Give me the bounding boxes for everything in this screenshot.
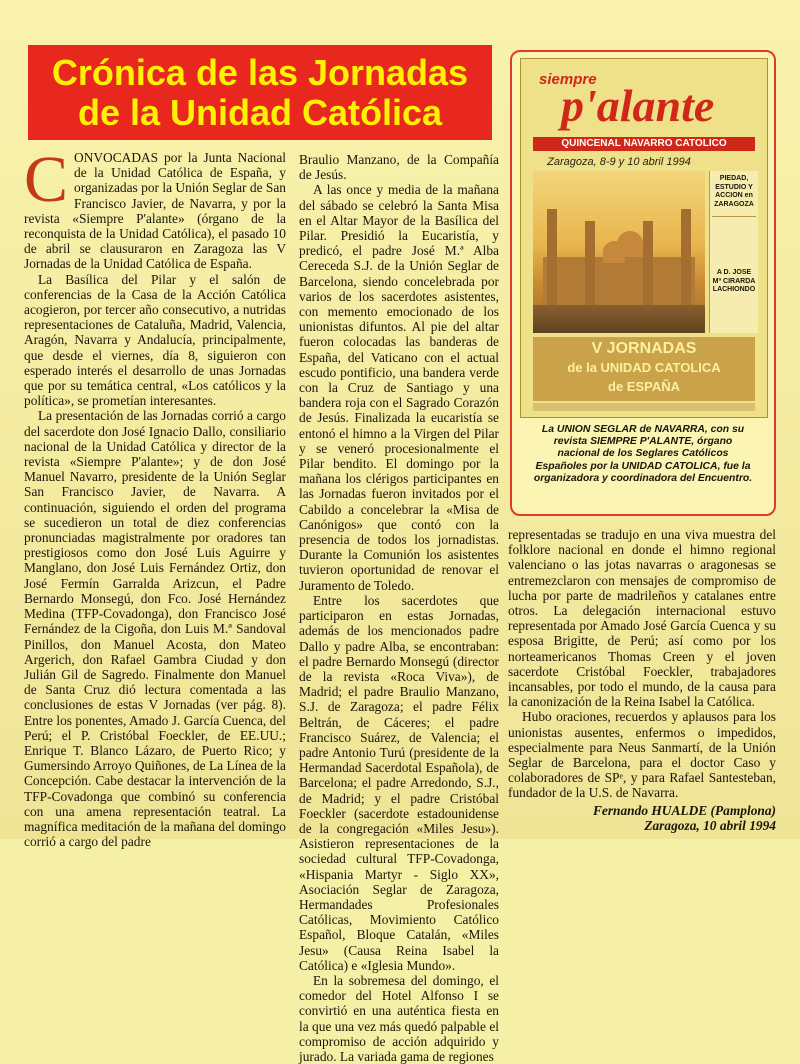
article-signature [508,803,776,833]
headline-banner [28,45,492,140]
jornadas-line-2: de la UNIDAD CATOLICA [567,360,721,375]
dome-icon [617,231,643,257]
jornadas-line-3: de ESPAÑA [608,379,680,394]
author-name: Fernando HUALDE [592,802,708,818]
article-paragraph: En la sobremesa del domingo, el comedor del Hotel Alfonso I se convirtió en una auténtica fiesta en la que una vez más quedó palpable el compromiso de acción adquirido y jurado. La variada gama de regiones [299,972,499,1064]
article-paragraph: La presentación de las Jornadas corrió a cargo del sacerdote don José Ignacio Dallo, consiliario nacional de la Unidad Católica y director de la revista «Siempre P'alante»; y de don José Manuel Navarro, presidente de la Unión Seglar San Francisco Javier, de Navarra. A continuación, siguiendo el orden del programa se sucedieron un total de diez conferencias pronunciadas magistralmente por oradores tan prestigiosos como don José Luis Aguirre y Manglano, don José Luis Fernández Ortiz, don José Fermín Garralda Arizcun, el Padre Bernardo Monsegú, don Fco. José Hernández Medina (TFP-Covadonga), don Francisco José Fernández de la Cigoña, don Luis M.ª Sandoval Pinillos, don Manuel Acosta, don Mateo Argerich, don Rafael Gambra Ciudad y don Julián Gil de Sagredo. Finalmente don Manuel de Santa Cruz dió lectura comentada a las conclusiones de estas V Jornadas (ver pág. 8). Entre los ponentes, Amado J. García Cuenca, del Perú; el P. Cristóbal Foeckler, de EE.UU.; Enrique T. Blanco Lázaro, de Puerto Rico; y Gumersindo Arroyo Quiñones, de La Línea de la Concepción. Cabe destacar la intervención de la TFP-Covadonga que combinó su conferencia con una amena representación teatral. La magnífica meditación de la mañana del domingo corrió a cargo del padre [24,408,286,850]
magazine-cover [520,58,768,418]
cover-jornadas-banner [533,337,755,401]
basilica-photo [533,171,705,333]
article-column-3 [508,527,776,833]
article-paragraph: A las once y media de la mañana del sábado se celebró la Santa Misa en el Altar Mayor de la Basílica del Pilar. Presidió la Eucaristía, y predicó, el padre José M.ª Alba Cereceda S.J. de la Unión Seglar de Barcelona, siendo concelebrada por varios de los sacerdotes asistentes, con memento emocionado de los unionistas difuntos. Al pie del altar fueron colocadas las banderas de España, del Vaticano con el actual escudo pontificio, una bandera verde con la Cruz de Santiago y una bandera roja con el Sagrado Corazón de Jesús. Finalizada la eucaristía se entonó el himno a la Virgen del Pilar y se veneró procesionalmente el Pilar bendito. El domingo por la mañana los clérigos participantes en las Jornadas fueron invitados por el Cabildo a concelebrar la «Misa de Canónigos» que contó con la presencia de todos los jornadistas. Durante la Comunión los asistentes tuvieron oportunidad de renovar el Juramento de Toledo. [299,182,499,593]
tower-icon [643,221,653,305]
river [533,305,705,333]
masthead-palante: p'alante [561,80,715,131]
author-place: (Pamplona) [710,802,776,818]
article-date: Zaragoza, 10 abril 1994 [644,817,776,833]
tower-icon [547,209,557,305]
article-column-1 [24,143,286,850]
masthead-subtitle: QUINCENAL NAVARRO CATOLICO [533,137,755,151]
tower-icon [585,221,595,305]
article-paragraph: Hubo oraciones, recuerdos y aplausos para los unionistas ausentes, enfermos o impedidos, especialmente para Neus Sanmartí, de la Unión Seglar de Barcelona, para el doctor Caso y colaboradores de SPᵉ, y para Rafael Santesteban, fundador de la U.S. de Navarra. [508,709,776,801]
magazine-cover-box [510,50,776,516]
article-paragraph: La Basílica del Pilar y el salón de conferencias de la Casa de la Acción Católica acogieron, por tercer año consecutivo, a nutridas representaciones de Cataluña, Madrid, Valencia, Aragón, Navarra y Andalucía, principalmente, que desde el viernes, día 8, siguieron con esperado interés el desarrollo de unas Jornadas que por su temática central, «Los católicos y la política», se prometían interesantes. [24,271,286,409]
sidebar-headline-2: A D. JOSE Mª CIRARDA LACHIONDO [712,269,756,293]
article-column-2 [299,152,499,1064]
headline-line-1: Crónica de las Jornadas [51,52,469,93]
article-paragraph: CONVOCADAS por la Junta Nacional de la Unidad Católica de España, y organizadas por la Unión Seglar de San Francisco Javier, de Navarra, y por la revista «Siempre P'alante» (órgano de la reconquista de la Unidad Católica), el pasado 10 de abril se clausuraron en Zaragoza las V Jornadas de la Unidad Católica de España. [24,143,286,272]
cover-footer-bar [533,403,755,411]
article-paragraph: Braulio Manzano, de la Compañía de Jesús. [299,152,499,183]
cover-sidebar [709,171,758,333]
drop-cap: C [24,143,69,216]
sidebar-headline-1: PIEDAD, ESTUDIO Y ACCION en ZARAGOZA [714,175,754,208]
cover-date: Zaragoza, 8-9 y 10 abril 1994 [547,156,691,168]
tower-icon [681,209,691,305]
jornadas-line-1: V JORNADAS [591,340,697,357]
headline-line-2: de la Unidad Católica [77,92,443,133]
masthead-siempre: siempre [539,71,597,88]
article-paragraph: representadas se tradujo en una viva muestra del folklore nacional en donde el himno regional valenciano o las jotas navarras o aragonesas se entremezclaron con mensajes de compromiso de lucha por parte de madrileños y catalanes entre otros. La delegación internacional estuvo representada por Amado José García Cuenca y su esposa Brigitte, de Perú; así como por los norteamericanos Thomas Creen y el joven sacerdote Cristóbal Foeckler, trabajadores incansables, por todo el mundo, de la causa para la canonización de la Reina Isabel la Católica. [508,527,776,710]
cover-caption: La UNION SEGLAR de NAVARRA, con su revista SIEMPRE P'ALANTE, órgano nacional de los Seglares Católicos Españoles por la UNIDAD CATOLICA, fue la organizadora y coordinadora del Encuentro. [533,424,753,484]
basilica-building [543,257,695,305]
article-paragraph: Entre los sacerdotes que participaron en estas Jornadas, además de los mencionados padre Dallo y padre Alba, se encontraban: el padre Bernardo Monsegú (director de la revista «Roca Viva»), de Madrid; el padre Braulio Manzano, S.J. de Zaragoza; el padre Félix Beltrán, de Cáceres; el padre Francisco Suárez, de Valencia; el padre Antonio Turú (presidente de la Hermandad Sacerdotal Española), de Barcelona; el padre Arredondo, S.J., de Madrid; y el padre Cristóbal Foeckler (sacerdote estadounidense de la congregación «Miles Jesu»). Asistieron representaciones de la sociedad cultural TFP-Covadonga, «Hispania Martyr - Siglo XX», Asociación Seglar de Zaragoza, Hermandades Profesionales Católicas, Movimiento Católico Español, Bloque Catalán, «Miles Jesu» (Causa Reina Isabel la Católica) e «Iglesia Mundo». [299,592,499,973]
